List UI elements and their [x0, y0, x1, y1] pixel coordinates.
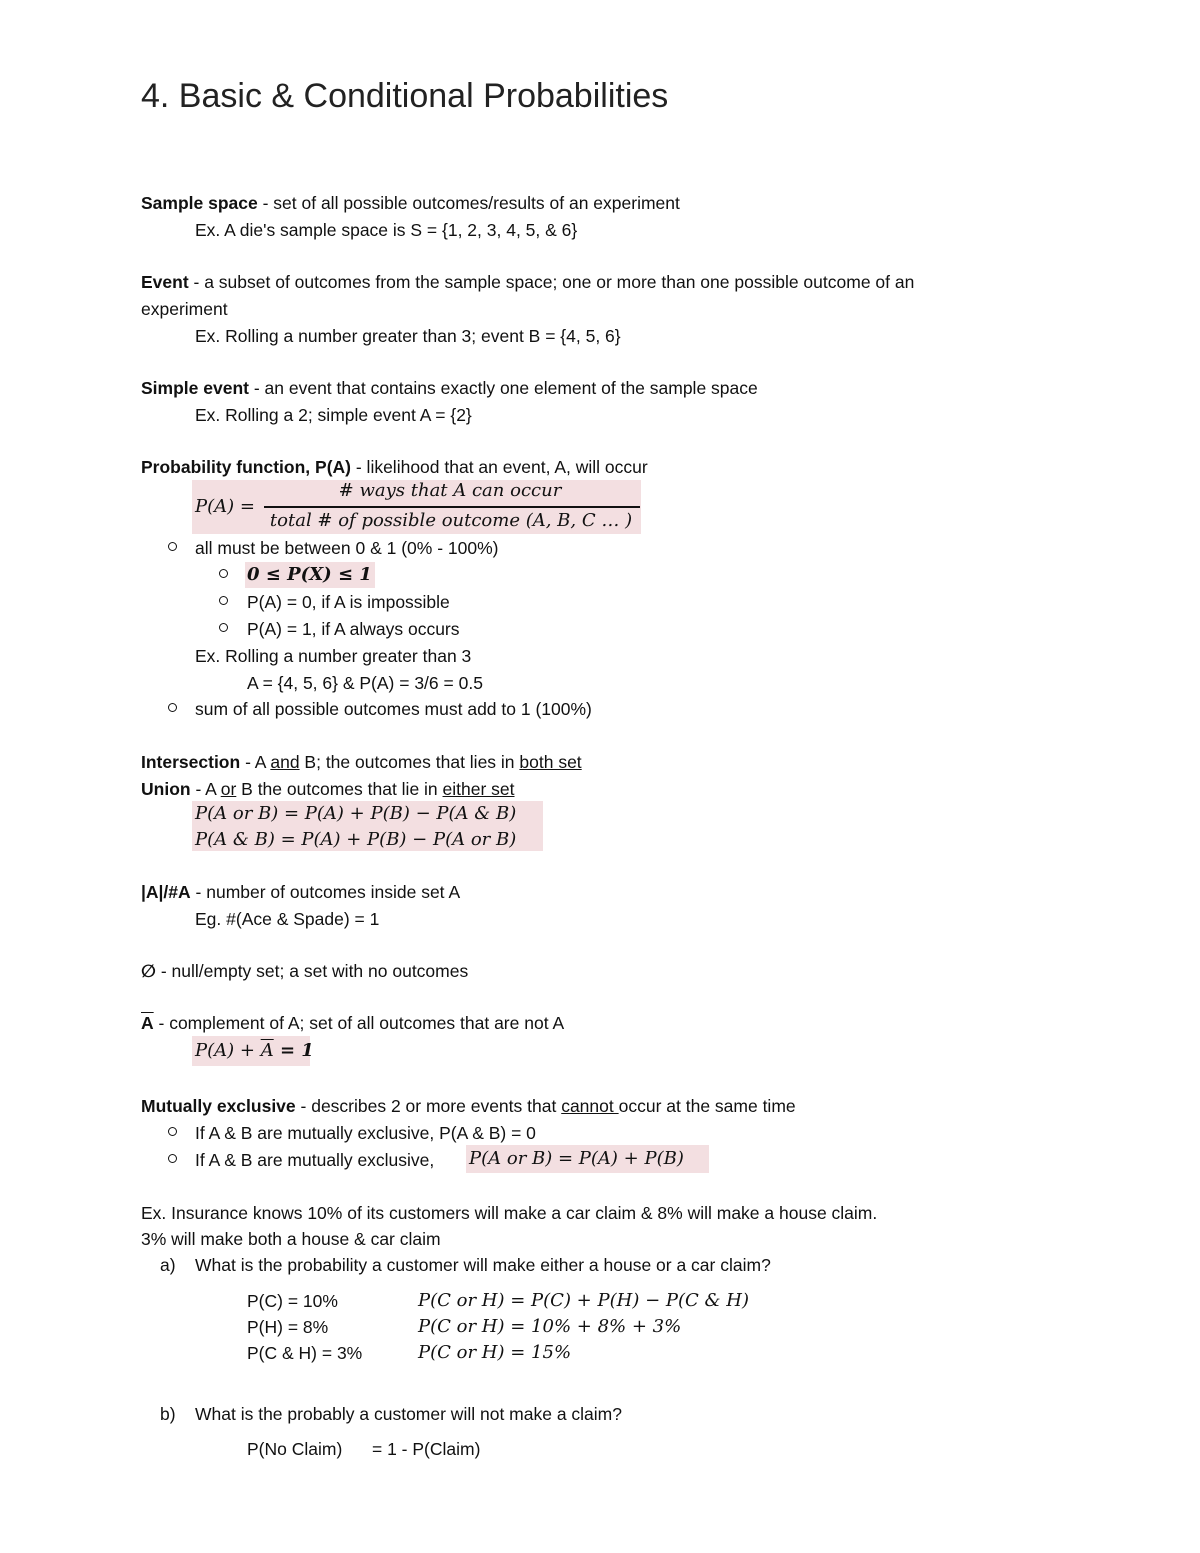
- complement-formula-pre: P(A) +: [195, 1040, 261, 1061]
- complement-formula-post: = 1: [273, 1040, 314, 1061]
- work-step-3: P(C or H) = 15%: [418, 1342, 572, 1363]
- insurance-example-line1: Ex. Insurance knows 10% of its customers will make a car claim & 8% will make a house claim.: [141, 1203, 878, 1223]
- probability-function-definition: [141, 456, 648, 478]
- given-p-car: P(C) = 10%: [247, 1291, 338, 1311]
- cardinality-definition: [141, 881, 460, 903]
- work-step-2: P(C or H) = 10% + 8% + 3%: [418, 1316, 682, 1337]
- bullet-circle: [168, 542, 177, 551]
- bullet-range: all must be between 0 & 1 (0% - 100%): [195, 538, 499, 558]
- question-a: What is the probability a customer will make either a house or a car claim?: [195, 1255, 771, 1275]
- intersection-pre: - A: [240, 752, 271, 772]
- question-a-label: a): [160, 1255, 176, 1275]
- page-title: 4. Basic & Conditional Probabilities: [141, 77, 669, 115]
- union-either: either set: [442, 779, 515, 799]
- bullet-circle: [219, 623, 228, 632]
- bullet-circle: [168, 1154, 177, 1163]
- fraction-bar: [264, 506, 640, 508]
- insurance-example-line2: 3% will make both a house & car claim: [141, 1229, 441, 1249]
- question-b-label: b): [160, 1404, 176, 1424]
- complement-term: $\overline{A}$: [141, 1013, 154, 1033]
- union-mid: B the outcomes that lie in: [236, 779, 443, 799]
- probability-function-term: Probability function, P(A): [141, 457, 351, 477]
- mutually-exclusive-post: occur at the same time: [618, 1096, 796, 1116]
- range-formula: 0 ≤ P(X) ≤ 1: [247, 564, 372, 585]
- bullet-circle: [219, 569, 228, 578]
- answer-b-rhs: = 1 - P(Claim): [372, 1439, 481, 1459]
- simple-event-def: - an event that contains exactly one element of the sample space: [248, 378, 758, 398]
- probability-example-calc: A = {4, 5, 6} & P(A) = 3/6 = 0.5: [247, 673, 483, 693]
- bullet-sum-rule: sum of all possible outcomes must add to 1 (100%): [195, 699, 592, 719]
- given-p-house: P(H) = 8%: [247, 1317, 329, 1337]
- sample-space-example: Ex. A die's sample space is S = {1, 2, 3, 4, 5, & 6}: [195, 220, 578, 240]
- event-example: Ex. Rolling a number greater than 3; event B = {4, 5, 6}: [195, 326, 621, 346]
- union-formula: P(A or B) = P(A) + P(B) − P(A & B): [195, 803, 517, 824]
- simple-event-definition: [141, 377, 758, 399]
- simple-event-term: Simple event: [141, 378, 249, 398]
- union-term: Union: [141, 779, 191, 799]
- answer-b-lhs: P(No Claim): [247, 1439, 343, 1459]
- event-definition: [141, 271, 914, 293]
- cardinality-term: |A|/#A: [141, 882, 191, 902]
- intersection-formula: P(A & B) = P(A) + P(B) − P(A or B): [195, 829, 517, 850]
- complement-def: - complement of A; set of all outcomes that are not A: [153, 1013, 565, 1033]
- cardinality-def: - number of outcomes inside set A: [190, 882, 461, 902]
- intersection-both: both set: [519, 752, 582, 772]
- probability-example: Ex. Rolling a number greater than 3: [195, 646, 472, 666]
- intersection-term: Intersection: [141, 752, 241, 772]
- formula-numerator: # ways that A can occur: [338, 480, 562, 501]
- mutually-exclusive-rule-1: If A & B are mutually exclusive, P(A & B) = 0: [195, 1123, 536, 1143]
- empty-set-def: - null/empty set; a set with no outcomes: [156, 961, 469, 981]
- simple-event-example: Ex. Rolling a 2; simple event A = {2}: [195, 405, 472, 425]
- event-def-line2: experiment: [141, 299, 228, 319]
- bullet-circle: [168, 1127, 177, 1136]
- cardinality-example: Eg. #(Ace & Spade) = 1: [195, 909, 380, 929]
- given-p-both: P(C & H) = 3%: [247, 1343, 363, 1363]
- sample-space-def: - set of all possible outcomes/results of an experiment: [257, 193, 680, 213]
- mutually-exclusive-term: Mutually exclusive: [141, 1096, 296, 1116]
- intersection-and: and: [270, 752, 300, 772]
- intersection-mid: B; the outcomes that lies in: [299, 752, 520, 772]
- event-term: Event: [141, 272, 189, 292]
- work-step-1: P(C or H) = P(C) + P(H) − P(C & H): [418, 1290, 749, 1311]
- empty-set-definition: [141, 960, 468, 982]
- impossible-event-rule: P(A) = 0, if A is impossible: [247, 592, 450, 612]
- event-def-line1: - a subset of outcomes from the sample space; one or more than one possible outcome of an: [188, 272, 915, 292]
- union-definition: [141, 778, 515, 800]
- bullet-circle: [219, 596, 228, 605]
- complement-formula: [195, 1040, 314, 1062]
- question-b: What is the probably a customer will not make a claim?: [195, 1404, 622, 1424]
- mutually-exclusive-cannot: cannot: [561, 1096, 619, 1116]
- empty-set-term: ∅: [141, 961, 156, 981]
- formula-lhs: P(A) =: [195, 496, 255, 517]
- union-or: or: [220, 779, 237, 799]
- mutually-exclusive-pre: - describes 2 or more events that: [295, 1096, 562, 1116]
- mutually-exclusive-rule-2-text: If A & B are mutually exclusive,: [195, 1150, 435, 1170]
- sample-space-term: Sample space: [141, 193, 258, 213]
- union-pre: - A: [190, 779, 221, 799]
- formula-denominator: total # of possible outcome (A, B, C … ): [269, 510, 633, 531]
- certain-event-rule: P(A) = 1, if A always occurs: [247, 619, 460, 639]
- complement-definition: [141, 1012, 564, 1034]
- probability-function-def: - likelihood that an event, A, will occur: [351, 457, 648, 477]
- sample-space-definition: [141, 192, 680, 214]
- bullet-circle: [168, 703, 177, 712]
- mutually-exclusive-definition: [141, 1095, 796, 1117]
- mutually-exclusive-formula: P(A or B) = P(A) + P(B): [469, 1148, 684, 1169]
- intersection-definition: [141, 751, 582, 773]
- complement-formula-bar: $\overline{A}$: [260, 1040, 274, 1061]
